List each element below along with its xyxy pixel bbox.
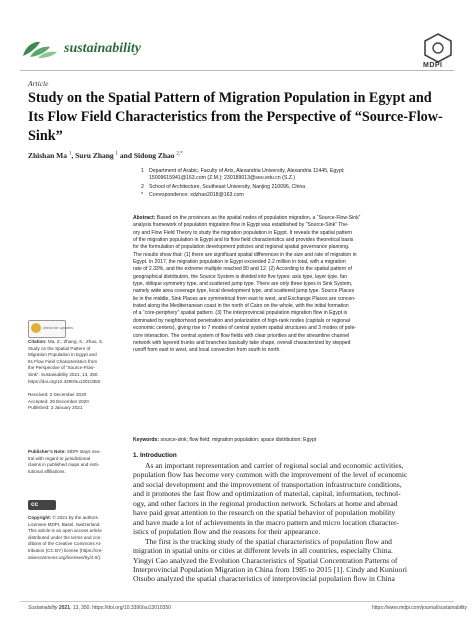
abstract-line: namely wide area coverage type, local development type, and scattered jump type. Source Places <box>133 288 355 295</box>
citation-block: Citation: Ma, Z.; Zhang, S.; Zhao, S. Study on the Spatial Pattern of Migration Population in Egypt and Its Flow Field Characteristics from the Perspective of “Source-Flow- Sink”. Sustainability 2021, 13, 350. https://doi.org/10.3390/su13010350 <box>28 339 126 385</box>
abstract-line: Egypt. In 2017, the migration population in Egypt exceeded 2.2 million in total, with a migration <box>133 259 346 266</box>
intro-line: migration in spatial units or cities at different levels in all countries, especially China. <box>133 546 393 556</box>
introduction-body <box>133 461 454 584</box>
author-name[interactable]: Zhishan Ma <box>28 151 67 160</box>
abstract-line: economic centers), giving rise to 7 modes of central system spatial structures and 3 modes of pole- <box>133 325 357 332</box>
keywords-label: Keywords: <box>133 437 160 443</box>
abstract-line: type, oblique symmetry type, and scattered jump type. There are only three types in Sink System, <box>133 281 353 288</box>
intro-line: Yingyi Cao analyzed the Evolution Characteristics of Spatial Concentration Patterns of <box>133 555 398 565</box>
correspondence: * Correspondence: sdzhao2018@163.com <box>141 192 244 198</box>
intro-line: have paid great attention to the research on the spatial behavior of population mobility <box>133 508 396 518</box>
header-divider <box>20 70 454 71</box>
intro-line: As an important representation and carrier of regional social and economic activities, <box>145 461 404 470</box>
copyright-label: Copyright: <box>28 515 52 520</box>
abstract-line: dominated by neighborhood penetration and polarization of high-rank nodes (capitals or regional <box>133 317 350 324</box>
publisher-note-label: Publisher’s Note: <box>28 449 66 454</box>
copyright-notice: Copyright: © 2021 by the authors. Licensee MDPI, Basel, Switzerland. This article is an open access article distributed under the terms and con- ditions of the Creative Commons At- tribution (CC BY) license (https://cre- ativecommons.org/licenses/by/4.0/). <box>28 515 126 561</box>
check-for-updates-label: check for updates <box>43 326 73 330</box>
keywords <box>133 437 453 443</box>
license-link[interactable]: tribution (CC BY) license (https://cre- <box>28 547 103 553</box>
abstract-line: runoff from east to west, and local convection from south to north. <box>133 347 281 354</box>
published-date: Published: 2 January 2021 <box>28 405 83 411</box>
intro-line: istics of population flow and the reasons for their appearance. <box>133 527 321 537</box>
intro-line: Otsubo analyzed the spatial characteristics of interprovincial population flow in China <box>133 574 395 584</box>
updates-check-icon <box>31 323 41 333</box>
abstract-label: Abstract: <box>133 215 156 221</box>
abstract-line: analysis framework of population migration flow in Egypt was established by “Source-Sink” The- <box>133 222 349 229</box>
abstract-line: trated along the Mediterranean coast in the north of Cairo on the whole, with the initial formation <box>133 303 349 310</box>
abstract-line: core interaction. The central system of flow fields with clear priorities and the streamline channel <box>133 332 350 339</box>
section-heading-introduction: 1. Introduction <box>133 452 177 459</box>
abstract-line: The results show that: (1) there are significant spatial differences in the size and rate of migration in <box>133 251 357 258</box>
publisher-note: Publisher’s Note: MDPI stays neu- tral with regard to jurisdictional claims in published maps and insti- tutional affiliations. <box>28 449 102 474</box>
intro-line: and it promotes the fast flow and optimization of material, capital, information, technol- <box>133 489 401 499</box>
article-type: Article <box>28 79 49 88</box>
abstract-line: of a “core-periphery” spatial pattern. (3) The interprovincial population migration flow in Egypt is <box>133 310 348 317</box>
received-date: Received: 2 December 2020 <box>28 392 87 397</box>
correspondence-email[interactable]: Correspondence: sdzhao2018@163.com <box>149 192 244 198</box>
intro-line: Interprovincial Population Migration in China from 1985 to 2015 [1]. Cindy and Kuniuori <box>133 564 407 574</box>
intro-line: population flow has become very common with the improvement of the level of economic <box>133 470 408 480</box>
accepted-date: Accepted: 29 December 2020 <box>28 398 89 404</box>
affiliation-emails[interactable]: 15009615941@163.com (Z.M.); 230189013@seu.edu.cn (S.Z.) <box>149 175 296 181</box>
abstract-line: for the formulation of population development policies and regional spatial governance planning. <box>133 244 350 251</box>
keywords-text: source-sink; flow field; migration population; space distribution; Egypt <box>160 437 317 443</box>
license-link[interactable]: ativecommons.org/licenses/by/4.0/). <box>28 554 102 560</box>
author-affiliation-marker: 2,* <box>176 151 183 157</box>
journal-name: sustainability <box>64 41 142 56</box>
intro-line: and have made a lot of achievements in the macro pattern and micro location character- <box>133 517 399 527</box>
author-name[interactable]: Suru Zhang <box>75 151 114 160</box>
intro-line: The first is the tracking study of the spatial characteristics of population flow and <box>145 536 392 546</box>
footer-journal: Sustainability <box>28 605 58 611</box>
footer-divider <box>20 601 454 602</box>
article-dates <box>28 392 126 412</box>
article-title: Study on the Spatial Pattern of Migration Population in Egypt and Its Flow Field Characteristics from the Perspective of “Source-Flow-Sink” <box>28 90 443 144</box>
abstract <box>133 215 453 355</box>
author-list: Zhishan Ma $^1$, Suru Zhang $^1$ and Sidong Zhao $^{2,*}$ <box>28 151 183 160</box>
footer-journal-url-link[interactable]: https://www.mdpi.com/journal/sustainability <box>372 605 468 611</box>
mdpi-logo-icon <box>424 33 452 63</box>
footer-citation <box>28 605 171 611</box>
intro-line: ogy, and other factors in the regional production network. Scholars at home and abroad <box>133 498 398 508</box>
sustainability-logo-icon <box>20 38 60 60</box>
abstract-line: ory and Flow Field Theory to study the migration population in Egypt. It reveals the spatial pattern <box>133 229 353 236</box>
citation-doi-link[interactable]: https://doi.org/10.3390/su13010350 <box>28 378 101 384</box>
abstract-line: of the migration population in Egypt and its flow field characteristics and provides theoretical basis <box>133 237 354 244</box>
author-name[interactable]: Sidong Zhao <box>133 151 175 160</box>
cc-icon: cc <box>31 501 39 508</box>
affiliation-2: 2 School of Architecture, Southeast University, Nanjing 210096, China <box>141 184 306 190</box>
footer-year: 2021 <box>58 605 70 611</box>
abstract-line: rate of 2.33%, and the extreme multiple reached 80 and 12. (2) According to the spatial pattern of <box>133 266 352 273</box>
intro-line: and social development and the improvement of transportation infrastructure conditions, <box>133 479 402 489</box>
publisher-name: MDPI <box>423 62 443 69</box>
footer-doi-link[interactable]: , 13, 350. https://doi.org/10.3390/su13010350 <box>69 605 171 611</box>
author-affiliation-marker: 1 <box>68 151 72 157</box>
abstract-line: Abstract: Based on the provinces as the spatial nodes of population migration, a “Source-Flow-Sink” <box>133 215 361 221</box>
abstract-line: geographical distribution, the Source System is divided into five types: axis type, layer type, fan <box>133 273 348 280</box>
affiliation-1: 1 Department of Arabic, Faculty of Arts, Alexandria University, Alexandria 11445, Egypt; 15009615941@163.com (Z.M.); 230189013@seu.edu.cn (S.Z.) <box>141 168 345 181</box>
abstract-line: lie in the middle, Sink Places are symmetrical from east to west, and Exchange Places are concen- <box>133 295 356 302</box>
citation-label: Citation: <box>28 339 47 344</box>
author-affiliation-marker: 1 <box>115 151 119 157</box>
abstract-line: network with layered trunks and branches basically take shape, overall characterized by stepped <box>133 339 351 346</box>
